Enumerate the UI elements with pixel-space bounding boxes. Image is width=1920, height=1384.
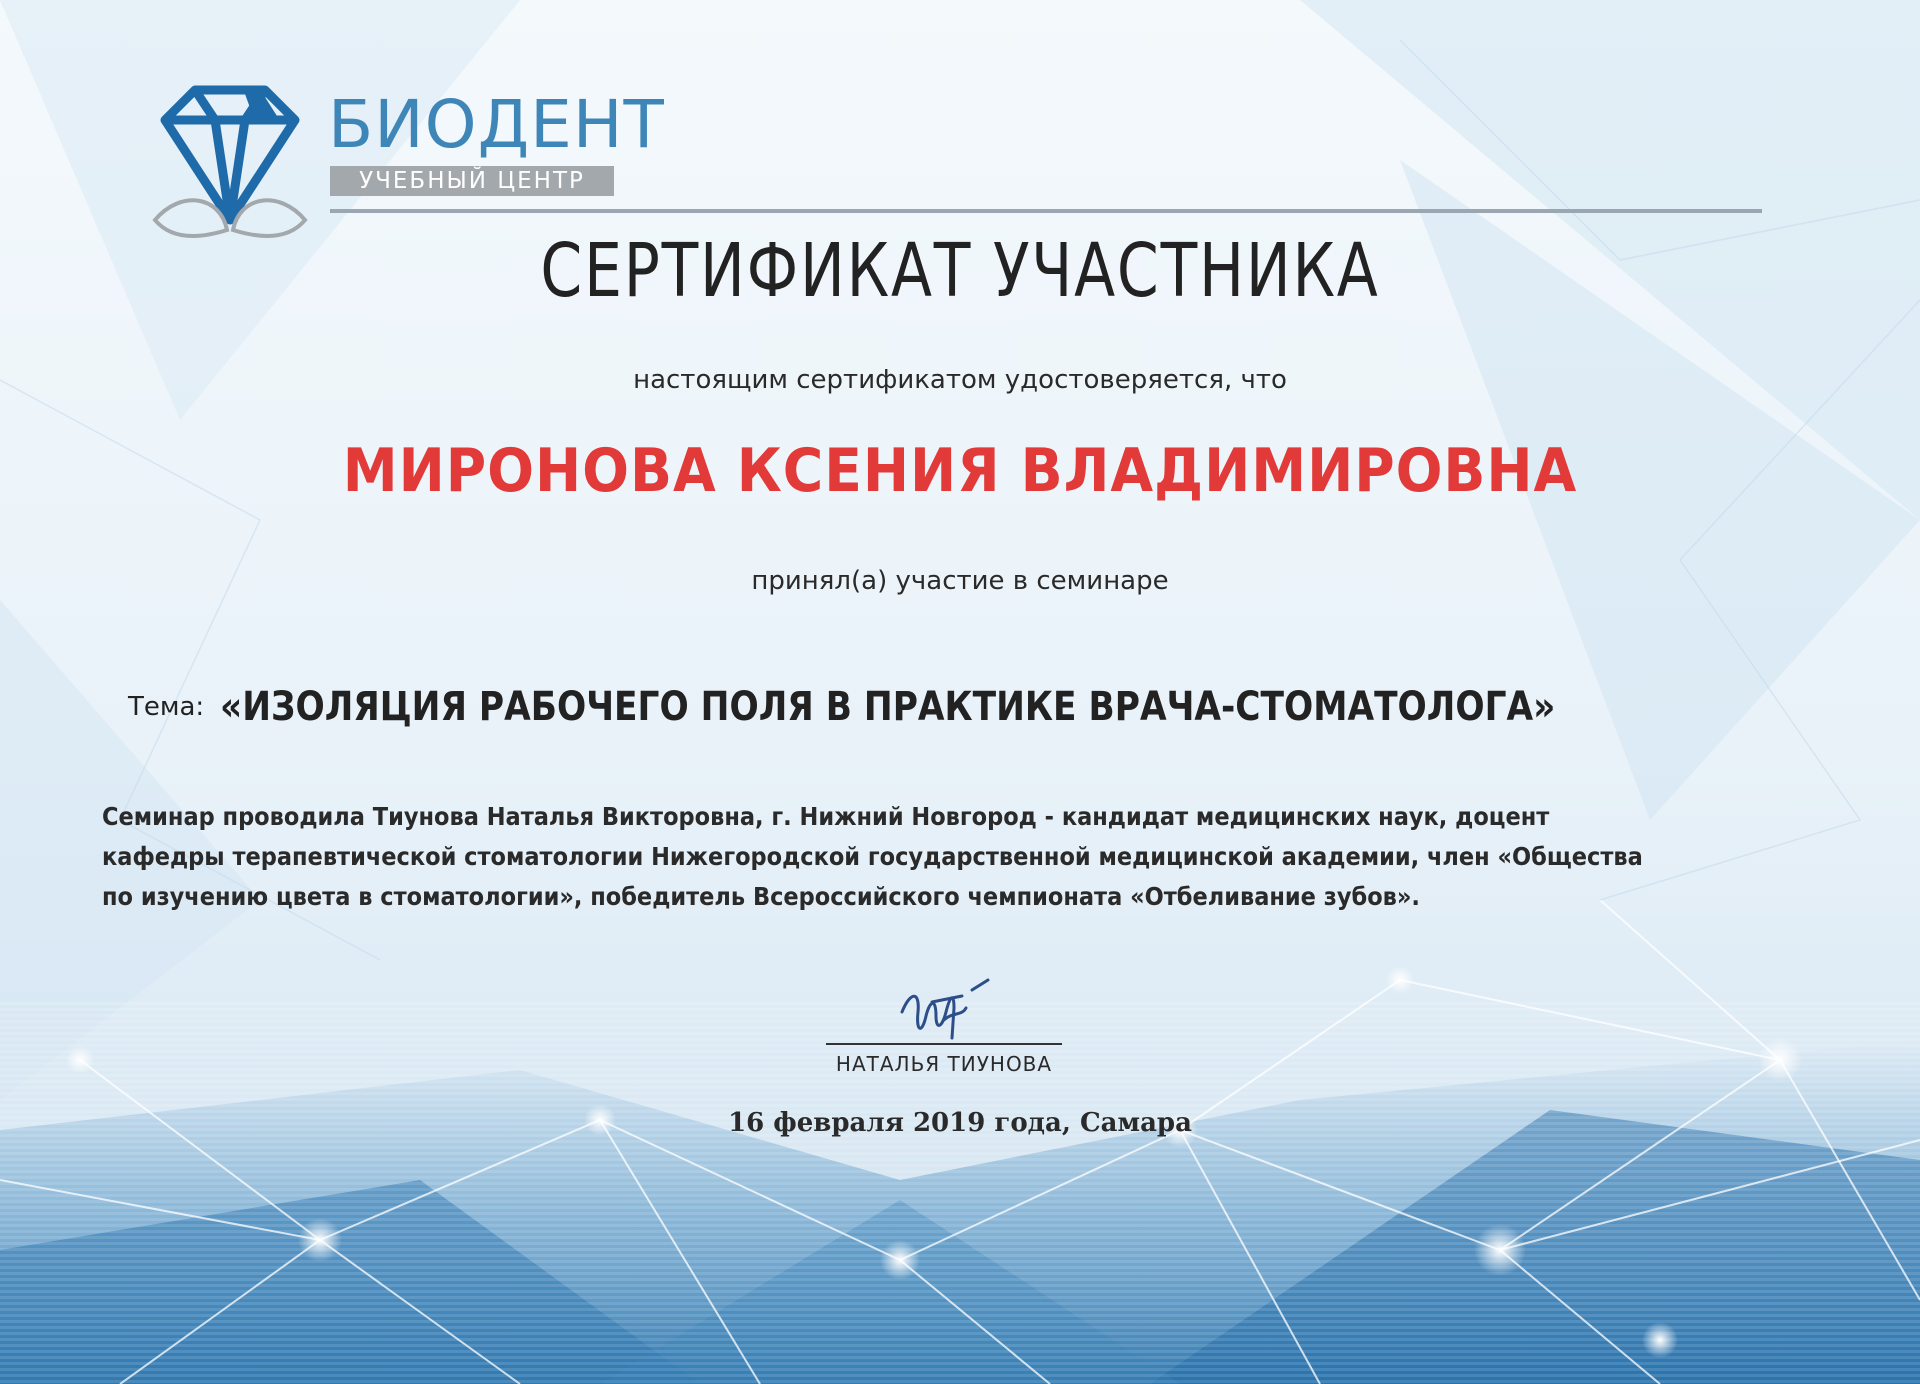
topic-row (128, 684, 1773, 730)
topic-value: «ИЗОЛЯЦИЯ РАБОЧЕГО ПОЛЯ В ПРАКТИКЕ ВРАЧА-СТОМАТОЛОГА» (220, 684, 1556, 730)
recipient-name: МИРОНОВА КСЕНИЯ ВЛАДИМИРОВНА (342, 436, 1578, 506)
brand-name: БИОДЕНТ (328, 86, 665, 163)
diamond-logo-icon (135, 80, 325, 250)
participation-text: принял(а) участие в семинаре (751, 566, 1169, 596)
description-line: кафедры терапевтической стоматологии Нижегородской государственной медицинской академии, член «Общества (102, 842, 1643, 871)
description-line: по изучению цвета в стоматологии», победитель Всероссийского чемпионата «Отбеливание зубов». (102, 882, 1420, 911)
description-line: Семинар проводила Тиунова Наталья Викторовна, г. Нижний Новгород - кандидат медицинских наук, доцент (102, 802, 1550, 831)
handwritten-signature (892, 972, 1012, 1052)
brand-subtitle: УЧЕБНЫЙ ЦЕНТР (330, 166, 614, 196)
signer-name: НАТАЛЬЯ ТИУНОВА (835, 1052, 1053, 1076)
signature-line (826, 1043, 1062, 1045)
seminar-description (102, 797, 1802, 917)
topic-label: Тема: (128, 692, 205, 722)
header-divider (330, 209, 1762, 213)
intro-text: настоящим сертификатом удостоверяется, что (633, 365, 1287, 395)
certificate-title: СЕРТИФИКАТ УЧАСТНИКА (540, 228, 1380, 314)
date-and-place: 16 февраля 2019 года, Самара (728, 1108, 1192, 1138)
